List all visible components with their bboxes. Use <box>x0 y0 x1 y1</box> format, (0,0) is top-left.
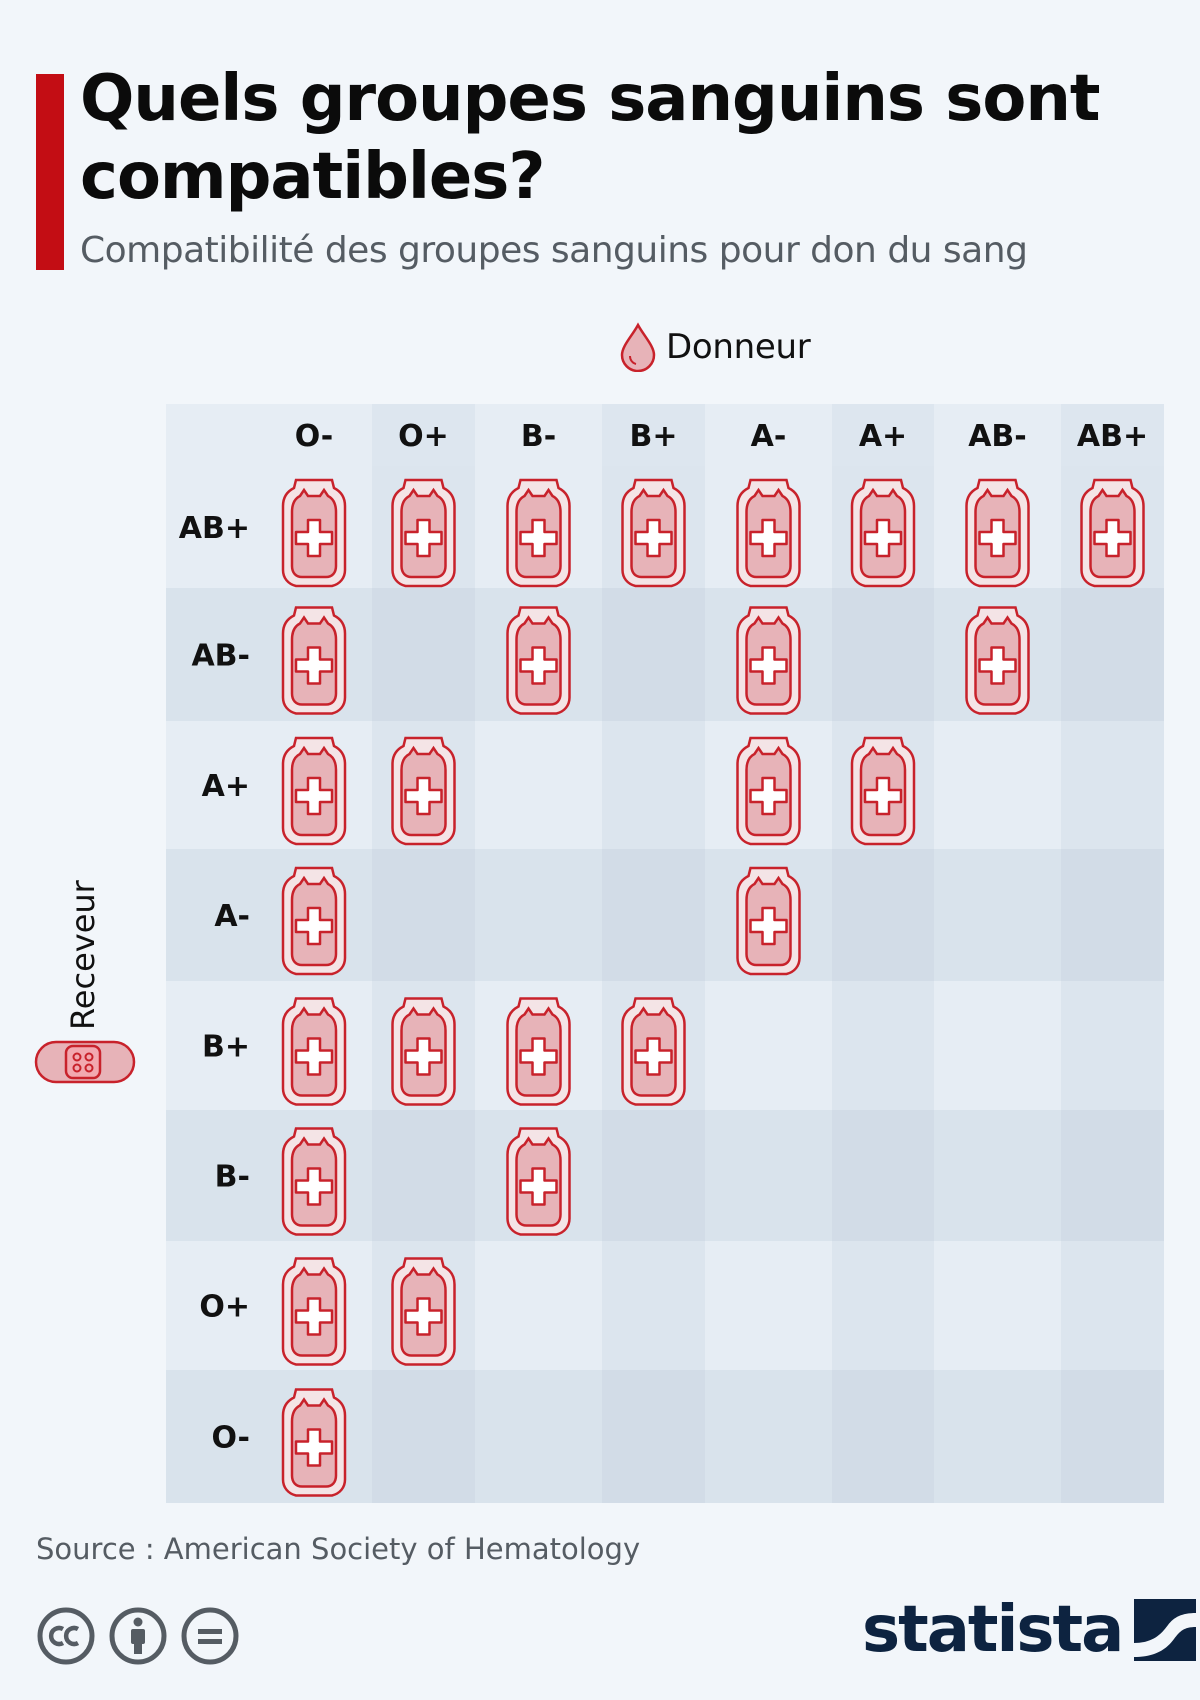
grid-cell <box>832 1110 934 1241</box>
grid-cell <box>1061 1110 1164 1241</box>
receiver-row-label-A-: A- <box>214 899 250 934</box>
blood-bag-icon-AB+-from-A+ <box>852 480 914 586</box>
blood-bag-icon-B--from-O- <box>283 1129 345 1235</box>
attribution-icon[interactable] <box>108 1606 168 1666</box>
blood-bag-icon-A+-from-O- <box>283 738 345 844</box>
source-note: Source : American Society of Hematology <box>36 1532 641 1566</box>
grid-cell <box>705 981 832 1110</box>
grid-cell <box>602 1110 705 1241</box>
grid-cell <box>372 1370 475 1503</box>
grid-cell <box>934 981 1061 1110</box>
grid-cell <box>934 1370 1061 1503</box>
blood-bag-icon-B+-from-B- <box>508 999 570 1105</box>
donor-header-O+: O+ <box>398 419 449 454</box>
grid-cell <box>1061 721 1164 849</box>
receiver-row-label-O-: O- <box>211 1420 250 1456</box>
donor-header-O-: O- <box>294 419 334 454</box>
blood-bag-icon-B+-from-O+ <box>393 999 455 1105</box>
cc-icon[interactable] <box>36 1606 96 1666</box>
blood-bag-icon-O--from-O- <box>283 1390 345 1496</box>
grid-cell <box>602 849 705 981</box>
grid-cell <box>705 1110 832 1241</box>
grid-cell <box>372 849 475 981</box>
donor-header-B+: B+ <box>629 419 678 454</box>
blood-bag-icon-AB+-from-O+ <box>393 480 455 586</box>
receiver-label: Receveur <box>64 880 102 1030</box>
brand-logo[interactable] <box>862 1593 1196 1667</box>
bandage-icon <box>34 1038 138 1086</box>
blood-bag-icon-AB--from-AB- <box>967 608 1029 714</box>
grid-cell <box>372 1110 475 1241</box>
chart-title: Quels groupes sanguins sont compatibles? <box>80 62 1100 214</box>
blood-bag-icon-AB+-from-AB+ <box>1082 480 1144 586</box>
blood-bag-icon-A+-from-O+ <box>393 738 455 844</box>
no-derivatives-icon[interactable] <box>180 1606 240 1666</box>
donor-label: Donneur <box>666 327 811 367</box>
grid-cell <box>602 1241 705 1370</box>
receiver-row-label-O+: O+ <box>199 1289 250 1325</box>
grid-cell <box>1061 981 1164 1110</box>
grid-cell <box>1061 1241 1164 1370</box>
grid-cell <box>602 1370 705 1503</box>
grid-cell <box>1061 1370 1164 1503</box>
license-icons <box>36 1606 240 1666</box>
blood-bag-icon-O+-from-O+ <box>393 1259 455 1365</box>
grid-cell <box>475 1241 602 1370</box>
header-corner <box>166 404 256 466</box>
blood-bag-icon-A--from-A- <box>738 868 800 974</box>
statista-mark-icon <box>1134 1599 1196 1661</box>
grid-cell <box>602 721 705 849</box>
blood-bag-icon-B+-from-B+ <box>623 999 685 1105</box>
blood-bag-icon-A+-from-A+ <box>852 738 914 844</box>
grid-cell <box>832 1370 934 1503</box>
grid-cell <box>832 849 934 981</box>
grid-cell <box>475 721 602 849</box>
grid-cell <box>832 981 934 1110</box>
donor-header-B-: B- <box>520 419 557 454</box>
grid-cell <box>475 1370 602 1503</box>
blood-bag-icon-AB+-from-O- <box>283 480 345 586</box>
donor-header-A-: A- <box>750 419 787 454</box>
donor-header-AB+: AB+ <box>1076 419 1149 454</box>
blood-bag-icon-AB+-from-B+ <box>623 480 685 586</box>
blood-bag-icon-O+-from-O- <box>283 1259 345 1365</box>
grid-cell <box>705 1241 832 1370</box>
blood-bag-icon-B--from-B- <box>508 1129 570 1235</box>
donor-header-A+: A+ <box>858 419 908 454</box>
blood-bag-icon-AB+-from-B- <box>508 480 570 586</box>
blood-bag-icon-AB--from-O- <box>283 608 345 714</box>
grid-cell <box>832 1241 934 1370</box>
blood-bag-icon-AB--from-A- <box>738 608 800 714</box>
blood-bag-icon-AB--from-B- <box>508 608 570 714</box>
grid-cell <box>934 1241 1061 1370</box>
brand-wordmark: statista <box>862 1593 1123 1667</box>
grid-cell <box>475 849 602 981</box>
receiver-row-label-AB+: AB+ <box>178 511 250 546</box>
receiver-row-label-AB-: AB- <box>191 638 250 674</box>
receiver-row-label-B+: B+ <box>201 1029 250 1065</box>
grid-cell <box>832 588 934 721</box>
chart-subtitle: Compatibilité des groupes sanguins pour don du sang <box>80 230 1028 271</box>
blood-bag-icon-B+-from-O- <box>283 999 345 1105</box>
blood-bag-icon-A+-from-A- <box>738 738 800 844</box>
blood-bag-icon-AB+-from-A- <box>738 480 800 586</box>
receiver-row-label-A+: A+ <box>201 769 250 804</box>
grid-cell <box>602 588 705 721</box>
grid-cell <box>934 849 1061 981</box>
grid-cell <box>934 1110 1061 1241</box>
blood-bag-icon-AB+-from-AB- <box>967 480 1029 586</box>
grid-cell <box>934 721 1061 849</box>
grid-cell <box>1061 849 1164 981</box>
grid-cell <box>1061 588 1164 721</box>
grid-cell <box>705 1370 832 1503</box>
blood-bag-icon-A--from-O- <box>283 868 345 974</box>
grid-cell <box>372 588 475 721</box>
receiver-row-label-B-: B- <box>214 1159 250 1195</box>
donor-header-AB-: AB- <box>968 419 1027 454</box>
